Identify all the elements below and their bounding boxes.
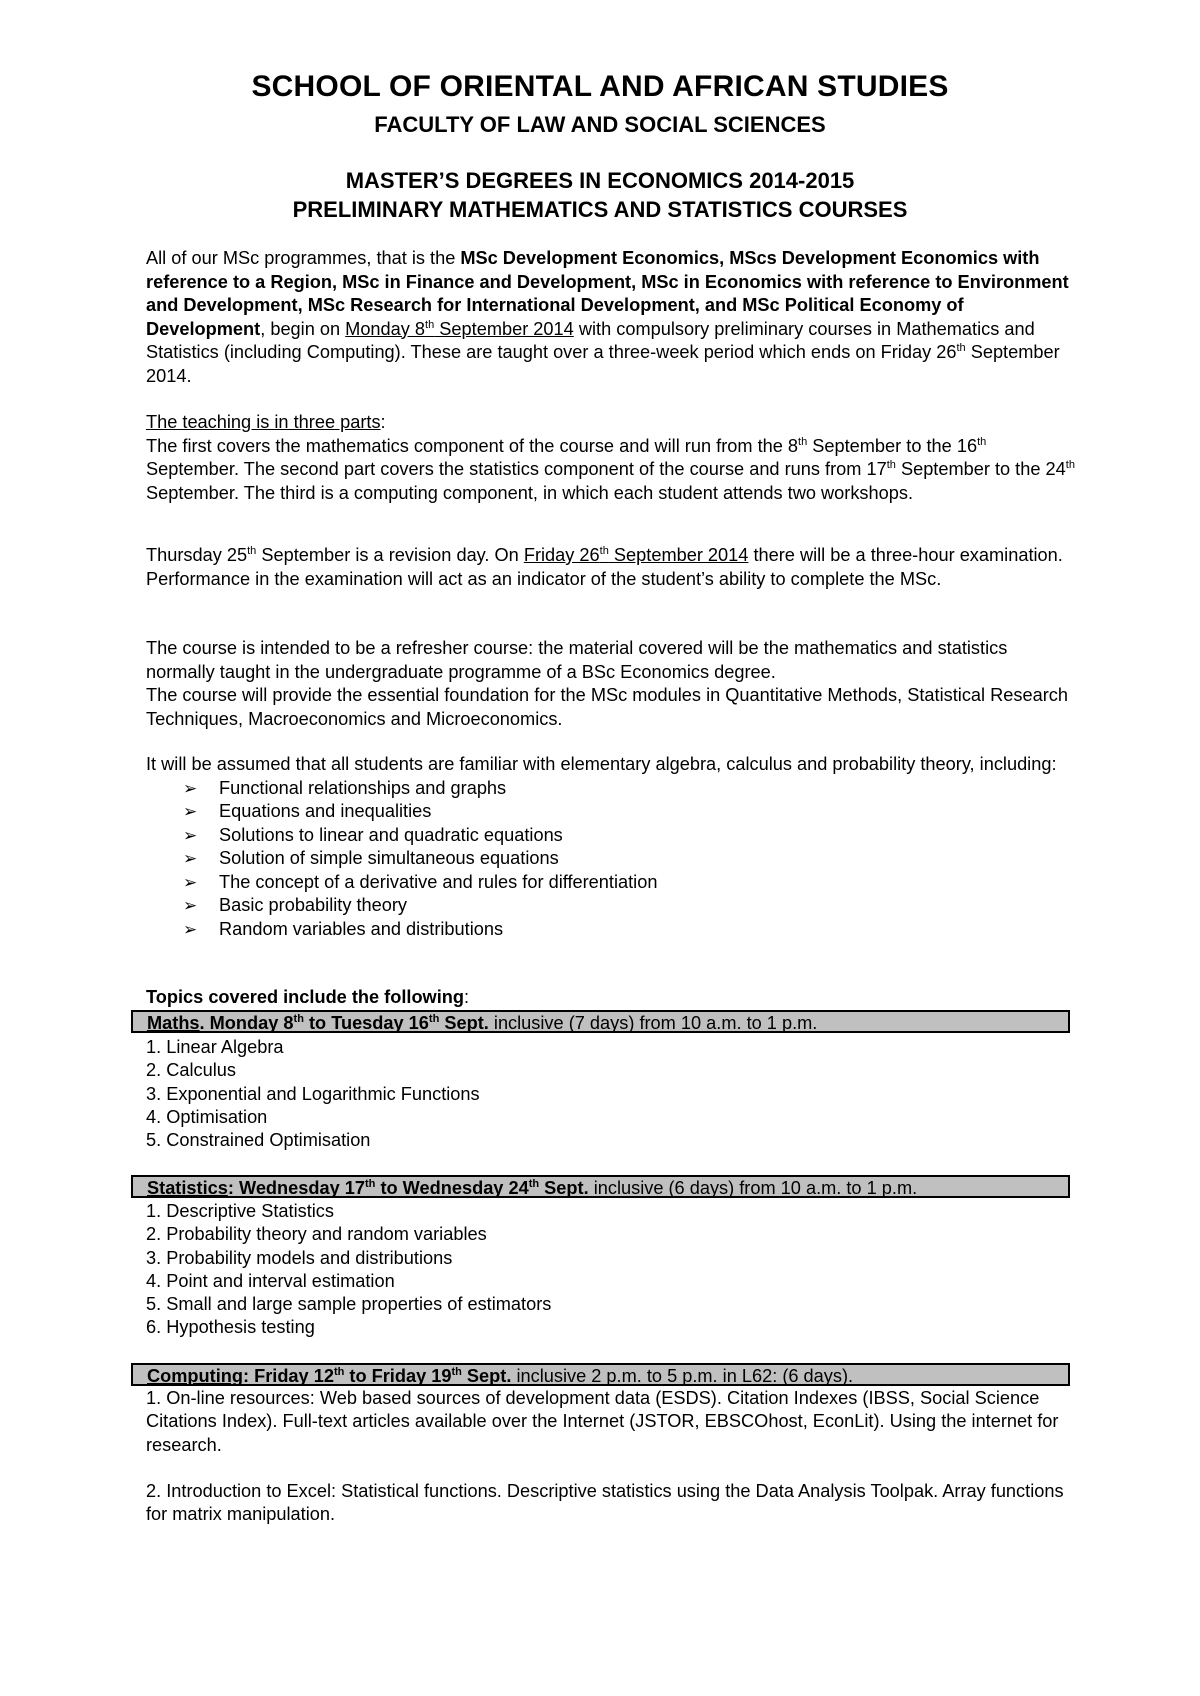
arrow-bullet-icon: ➢	[183, 849, 198, 868]
list-item: 1. Descriptive Statistics	[146, 1201, 334, 1221]
list-item: ➢ Solution of simple simultaneous equations	[183, 847, 1076, 871]
arrow-bullet-icon: ➢	[183, 872, 198, 892]
list-item: 2. Calculus	[146, 1060, 236, 1081]
arrow-bullet-icon: ➢	[183, 919, 198, 939]
list-item: ➢ Equations and inequalities	[183, 800, 1076, 824]
computing-label: Computing	[147, 1366, 243, 1386]
statistics-label: Statistics	[147, 1178, 228, 1198]
computing-topic-list	[146, 1387, 1076, 1526]
arrow-bullet-icon: ➢	[183, 896, 198, 915]
list-item: 5. Small and large sample properties of estimators	[146, 1294, 552, 1315]
assumed-list	[146, 777, 1076, 942]
list-item: 2. Probability theory and random variables	[146, 1224, 487, 1245]
maths-label: Maths	[147, 1013, 200, 1033]
list-item: ➢ Functional relationships and graphs	[183, 777, 1076, 801]
degrees-title: MASTER’S DEGREES IN ECONOMICS 2014-2015	[345, 168, 855, 193]
faculty-title: FACULTY OF LAW AND SOCIAL SCIENCES	[374, 112, 826, 137]
list-item: 1. On-line resources: Web based sources of development data (ESDS). Citation Indexes (IBSS, Social Science Citations Index). Full-text articles available over the Internet (JSTOR, EBSCOhost, EconLit). Using the internet for research.	[146, 1388, 1059, 1455]
courses-title: PRELIMINARY MATHEMATICS AND STATISTICS COURSES	[292, 197, 908, 222]
list-item: ➢ The concept of a derivative and rules for differentiation	[183, 871, 1076, 895]
teaching-colon: :	[380, 412, 386, 432]
intro-text: with compulsory preliminary courses in Mathematics and Statistics (including Computing). These are taught over a three-week period which ends on Friday 26	[146, 318, 1035, 362]
refresher-paragraph	[146, 637, 1076, 731]
list-item: 3. Probability models and distributions	[146, 1247, 453, 1268]
statistics-topic-list	[146, 1200, 1076, 1340]
exam-date: Friday 26th September 2014	[523, 545, 749, 565]
arrow-bullet-icon: ➢	[183, 778, 198, 798]
teaching-text: The first covers the mathematics component of the course and will run from the 8th September to the 16th September. The second part covers the statistics component of the course and runs from 17th September to the 24th September. The third is a computing component, in which each student attends two workshops.	[146, 435, 1075, 503]
intro-paragraph	[146, 247, 1076, 388]
list-item: 2. Introduction to Excel: Statistical functions. Descriptive statistics using the Data Analysis Toolpak. Array functions for matrix manipulation.	[146, 1480, 1064, 1525]
list-item: 3. Exponential and Logarithmic Functions	[146, 1083, 480, 1104]
revision-paragraph: Thursday 25th September is a revision day. On Friday 26th September 2014 there will be a three-hour examination. Performance in the examination will act as an indicator of the student’s ability to complete the MSc.	[146, 545, 1063, 589]
programme-list: MSc Development Economics, MScs Development Economics with reference to a Region, MSc in Finance and Development, MSc in Economics with reference to Environment and Development, MSc Research for International Development, and MSc Political Economy of Development	[146, 248, 1069, 339]
maths-topic-list	[146, 1036, 1076, 1152]
topics-heading: Topics covered include the following:	[146, 987, 470, 1007]
intro-text: All of our MSc programmes, that is the	[146, 248, 461, 268]
arrow-bullet-icon: ➢	[183, 825, 198, 845]
refresher-line: The course is intended to be a refresher course: the material covered will be the mathematics and statistics normally taught in the undergraduate programme of a BSc Economics degree.	[146, 638, 1008, 682]
arrow-bullet-icon: ➢	[183, 802, 198, 821]
list-item: ➢ Random variables and distributions	[183, 918, 1076, 942]
ordinal-suffix: th	[956, 342, 966, 354]
refresher-line: The course will provide the essential foundation for the MSc modules in Quantitative Methods, Statistical Research Techniques, Macroeconomics and Microeconomics.	[146, 685, 1068, 729]
list-item: 4. Optimisation	[146, 1106, 268, 1127]
computing-section-header: Computing: Friday 12th to Friday 19th Sept. inclusive 2 p.m. to 5 p.m. in L62: (6 days).	[131, 1363, 1070, 1386]
list-item: 4. Point and interval estimation	[146, 1270, 395, 1291]
list-item: ➢ Basic probability theory	[183, 894, 1076, 918]
list-item: 6. Hypothesis testing	[146, 1317, 315, 1338]
assumed-knowledge	[146, 753, 1076, 941]
list-item: ➢ Solutions to linear and quadratic equations	[183, 824, 1076, 848]
maths-section-header: Maths. Monday 8th to Tuesday 16th Sept. inclusive (7 days) from 10 a.m. to 1 p.m.	[131, 1010, 1070, 1033]
teaching-heading: The teaching is in three parts	[146, 412, 381, 432]
list-item: 5. Constrained Optimisation	[146, 1130, 371, 1151]
school-title: SCHOOL OF ORIENTAL AND AFRICAN STUDIES	[251, 70, 949, 103]
intro-text: September 2014.	[146, 342, 1060, 386]
teaching-paragraph	[146, 411, 1076, 505]
assumed-intro: It will be assumed that all students are familiar with elementary algebra, calculus and probability theory, including:	[146, 754, 1057, 774]
statistics-section-header: Statistics: Wednesday 17th to Wednesday 24th Sept. inclusive (6 days) from 10 a.m. to 1 p.m.	[131, 1175, 1070, 1198]
list-item: 1. Linear Algebra	[146, 1037, 284, 1057]
start-date: Monday 8th September 2014	[345, 318, 574, 339]
intro-text: , begin on	[260, 318, 346, 339]
